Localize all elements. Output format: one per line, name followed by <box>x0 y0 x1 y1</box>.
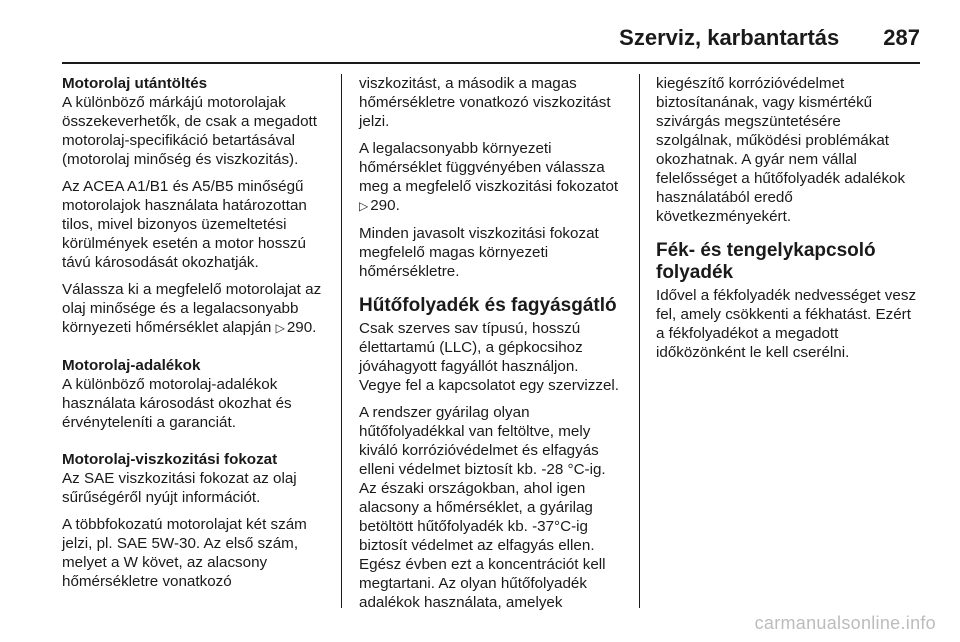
column-divider-1 <box>341 74 342 608</box>
page-reference-link[interactable]: ▷ 290. <box>359 197 400 214</box>
column-3 <box>656 74 918 370</box>
page-reference-link[interactable]: ▷ 290. <box>276 319 317 336</box>
paragraph: Az ACEA A1/B1 és A5/B5 minőségű motorolajok használata határozottan tilos, mivel bizonyos üzemeltetési körülmények esetén a motor hosszú távú károsodását okozhatják. <box>62 178 307 271</box>
header-rule <box>62 62 920 64</box>
page-header <box>62 16 920 60</box>
paragraph: viszkozitást, a második a magas hőmérsékletre vonatkozó viszkozitást jelzi. <box>359 75 611 130</box>
paragraph: kiegészítő korrózióvédelmet biztosítanának, vagy kismértékű szivárgás megszüntetésére szolgálnak, működési problémákat okozhatnak. A gyár nem vállal felelősséget a hűtőfolyadék adalékok használatából eredő következményekért. <box>656 75 906 225</box>
heading-motorolaj-adalekok: Motorolaj-adalékok <box>62 357 201 374</box>
column-divider-2 <box>639 74 640 608</box>
heading-fekfolyadek: Fék- és tengelykapcsoló folyadék <box>656 240 876 283</box>
paragraph: Minden javasolt viszkozitási fokozat megfelelő magas környezeti hőmérsékletre. <box>359 225 599 280</box>
paragraph: A különböző motorolaj-adalékok használata károsodást okozhat és érvényteleníti a garanciát. <box>62 376 292 431</box>
paragraph <box>62 280 324 338</box>
column-1 <box>62 74 324 599</box>
heading-motorolaj-utantoltes: Motorolaj utántöltés <box>62 75 208 92</box>
heading-viszkozitasi-fokozat: Motorolaj-viszkozitási fokozat <box>62 451 278 468</box>
heading-hutofolyadek: Hűtőfolyadék és fagyásgátló <box>359 295 617 316</box>
paragraph: Az SAE viszkozitási fokozat az olaj sűrűségéről nyújt információt. <box>62 470 297 506</box>
paragraph: Csak szerves sav típusú, hosszú élettartamú (LLC), a gépkocsihoz jóváhagyott fagyállót használjon. Vegye fel a kapcsolatot egy szervizzel. <box>359 320 620 394</box>
watermark-text: carmanualsonline.info <box>754 613 936 633</box>
paragraph: A különböző márkájú motorolajak összekeverhetők, de csak a megadott motorolaj-specifikáció betartásával (motorolaj minőség és viszkozitás). <box>62 94 317 168</box>
section-title: Szerviz, karbantartás <box>619 25 840 50</box>
paragraph: A többfokozatú motorolajat két szám jelzi, pl. SAE 5W-30. Az első szám, melyet a W követ, az alacsony hőmérsékletre vonatkozó <box>62 516 307 590</box>
paragraph-text: A legalacsonyabb környezeti hőmérséklet függvényében válassza meg a megfelelő viszkozitási fokozatot <box>359 140 619 195</box>
paragraph: A rendszer gyárilag olyan hűtőfolyadékkal van feltöltve, mely kiváló korrózióvédelmet és elfagyás elleni védelmet biztosít kb. -28 °C-ig. Az északi országokban, ahol igen alacsony a hőmérséklet, a gyárilag betöltött hűtőfolyadék kb. -37°C-ig biztosít védelmet az elfagyás ellen. Egész évben ezt a koncentrációt kell megtartani. Az olyan hűtőfolyadék adalékok használata, amelyek <box>359 404 606 611</box>
paragraph-text: Válassza ki a megfelelő motorolajat az olaj minősége és a legalacsonyabb környezeti hőmérséklet alapján <box>62 281 322 336</box>
page-number: 287 <box>883 25 920 50</box>
column-2 <box>359 74 621 620</box>
paragraph <box>359 139 621 216</box>
paragraph: Idővel a fékfolyadék nedvességet vesz fel, amely csökkenti a fékhatást. Ezért a fékfolyadékot a megadott időközönként le kell cserélni. <box>656 287 917 361</box>
